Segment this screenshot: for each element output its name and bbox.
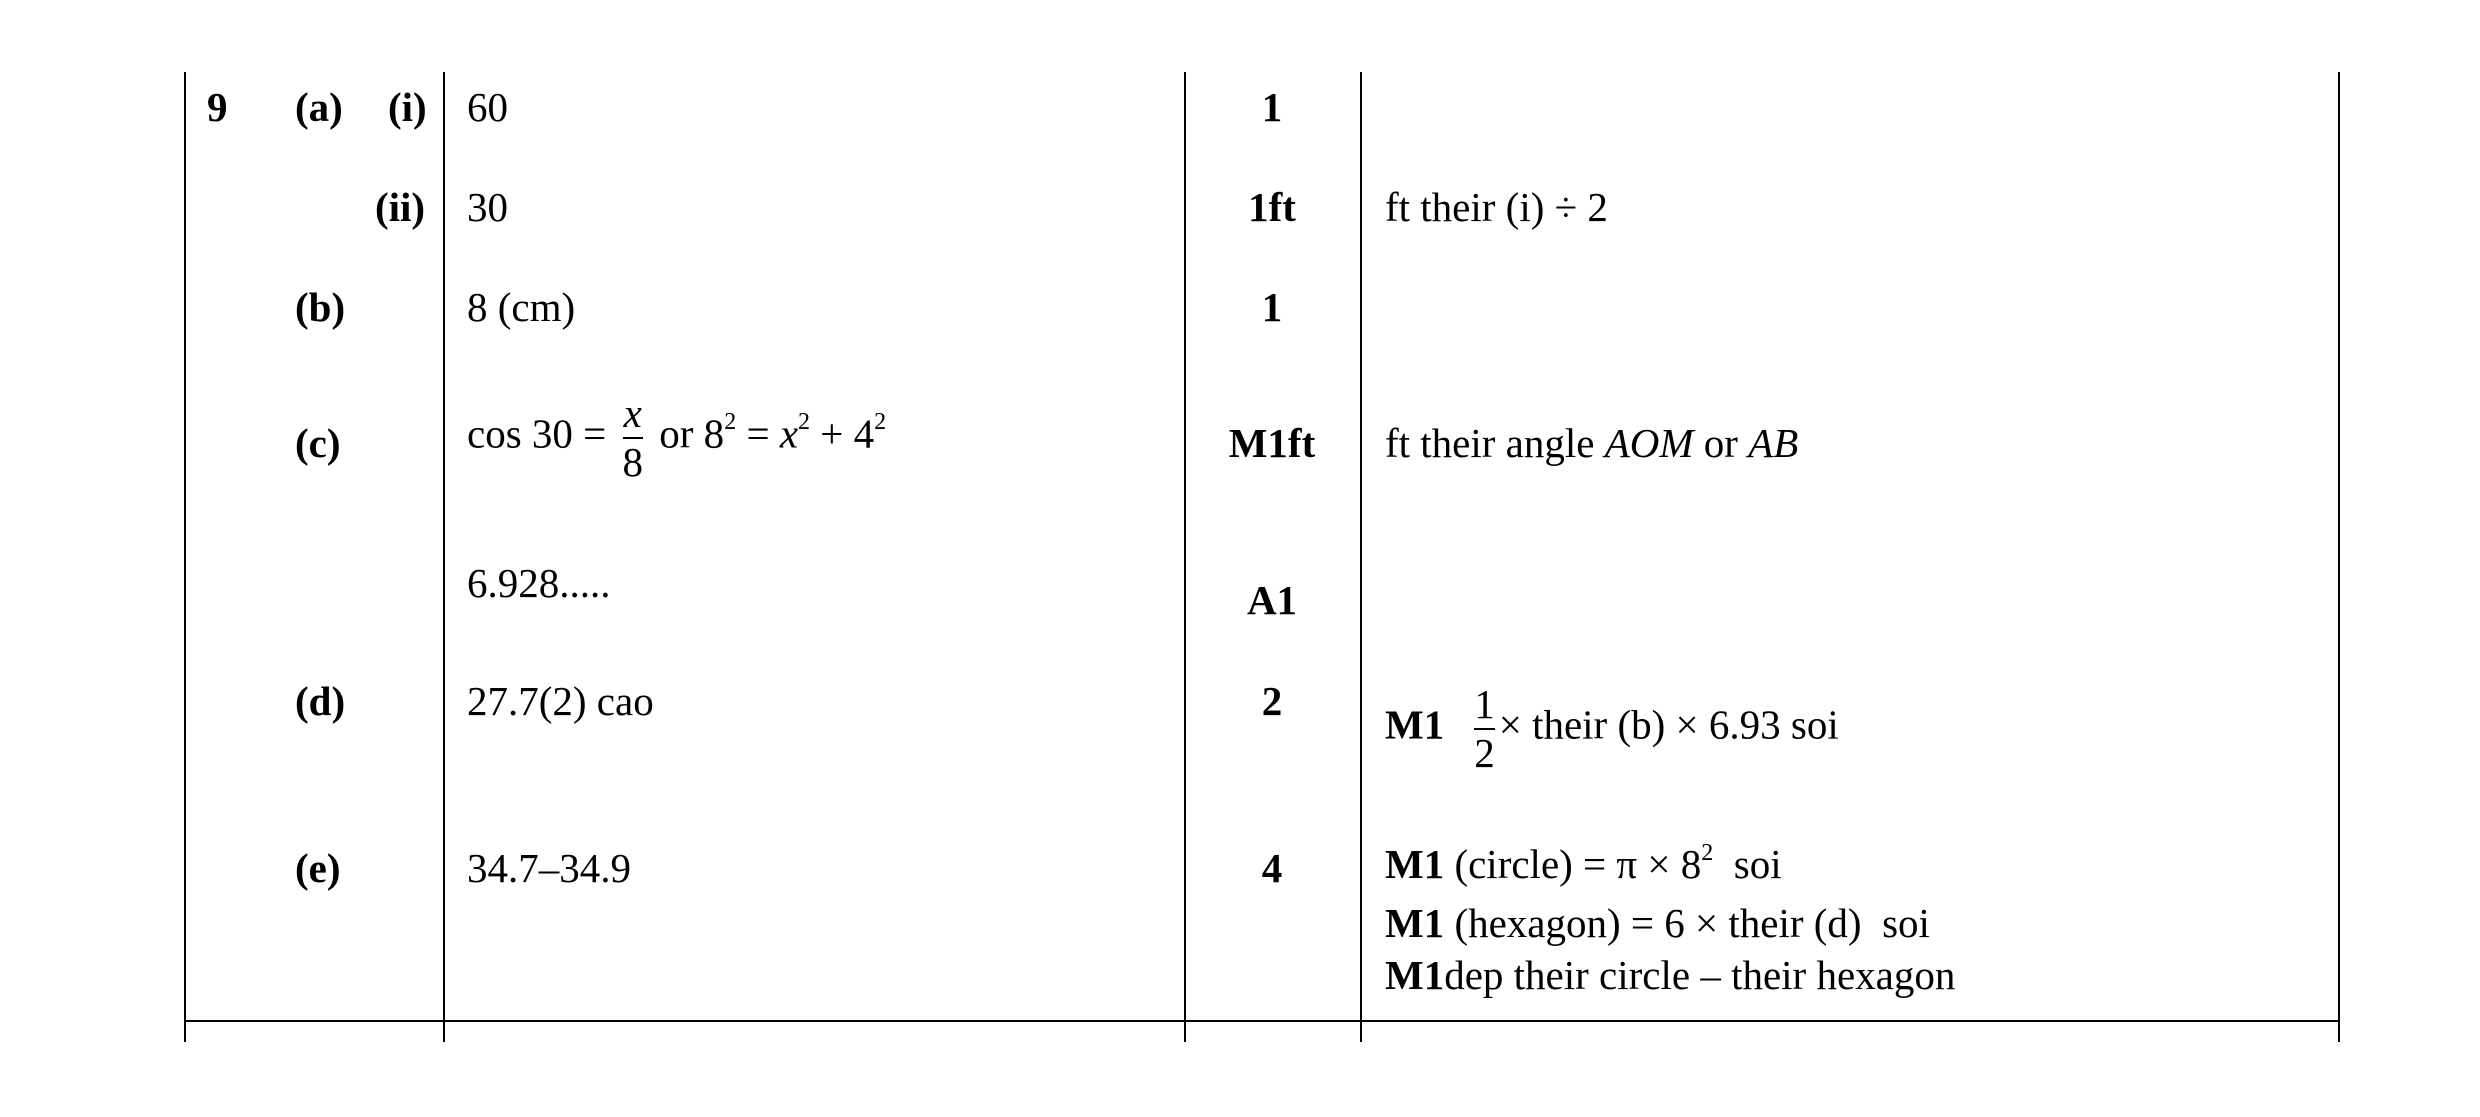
comment-c-aom: AOM [1604, 420, 1694, 466]
comment-e-line-1-tail: soi [1713, 841, 1782, 887]
answer-d: 27.7(2) cao [467, 678, 654, 724]
comment-e-superscript: 2 [1701, 840, 1714, 866]
table-bottom-rule [184, 1020, 2340, 1022]
mark-d: 2 [1261, 678, 1283, 724]
comment-e-line-2-m1: M1 [1385, 900, 1445, 946]
part-label-c: (c) [295, 420, 341, 466]
comment-e-line-2-text: (hexagon) = 6 × their (d) soi [1444, 900, 1930, 946]
part-label-a: (a) [295, 84, 343, 130]
comment-c [1385, 420, 1799, 466]
superscript-1: 2 [724, 409, 737, 436]
column-divider-marks [1360, 72, 1362, 1042]
answer-c-eq: = [736, 410, 780, 457]
comment-c-ab: AB [1748, 420, 1799, 466]
answer-c-x: x [779, 410, 799, 457]
fraction-denominator: 8 [622, 439, 644, 486]
comment-e-line-3-m1: M1 [1385, 952, 1445, 998]
fraction-x-over-8 [623, 392, 644, 484]
comment-d-m1: M1 [1385, 701, 1445, 748]
table-border-right [2338, 72, 2340, 1042]
comment-e-line-1-m1: M1 [1385, 841, 1445, 887]
comment-d-rest: × their (b) × 6.93 soi [1498, 701, 1839, 748]
comment-c-or: or [1693, 420, 1749, 466]
superscript-3: 2 [874, 409, 887, 436]
comment-e-line-3-text: dep their circle – their hexagon [1444, 952, 1956, 998]
mark-c-accuracy: A1 [1246, 577, 1298, 623]
answer-c-mid: or 8 [649, 410, 725, 457]
part-label-e: (e) [295, 845, 341, 891]
subpart-label-ii: (ii) [375, 184, 426, 230]
mark-e: 4 [1261, 845, 1283, 891]
mark-a-i: 1 [1261, 84, 1283, 130]
comment-e [1385, 838, 1955, 1001]
comment-e-line-1-text: (circle) = π × 8 [1444, 841, 1702, 887]
comment-d [1385, 683, 1839, 775]
part-label-d: (d) [295, 678, 346, 724]
answer-c-prefix: cos 30 = [467, 410, 617, 457]
comment-e-line-1 [1385, 838, 1955, 897]
comment-a-ii: ft their (i) ÷ 2 [1385, 184, 1608, 230]
superscript-2: 2 [798, 409, 811, 436]
answer-b: 8 (cm) [467, 284, 576, 330]
answer-a-ii: 30 [467, 184, 508, 230]
subpart-label-i: (i) [388, 84, 427, 130]
mark-c: M1ft [1228, 420, 1316, 466]
answer-e: 34.7–34.9 [467, 845, 631, 891]
comment-c-prefix: ft their angle [1385, 420, 1605, 466]
answer-c-plus: + 4 [810, 410, 875, 457]
question-number: 9 [207, 84, 228, 130]
table-border-left [184, 72, 186, 1042]
fraction-one-half [1474, 683, 1495, 775]
fraction-numerator: x [623, 390, 642, 436]
mark-a-ii: 1ft [1248, 184, 1296, 230]
answer-c-value: 6.928..... [467, 560, 611, 606]
fraction-numerator: 1 [1474, 681, 1495, 727]
answer-c-equation [467, 392, 886, 484]
fraction-denominator: 2 [1474, 730, 1495, 777]
comment-e-line-3 [1385, 949, 1955, 1001]
mark-b: 1 [1261, 284, 1283, 330]
comment-e-line-2 [1385, 897, 1955, 949]
answer-a-i: 60 [467, 84, 508, 130]
part-label-b: (b) [295, 284, 346, 330]
column-divider-parts [443, 72, 445, 1042]
